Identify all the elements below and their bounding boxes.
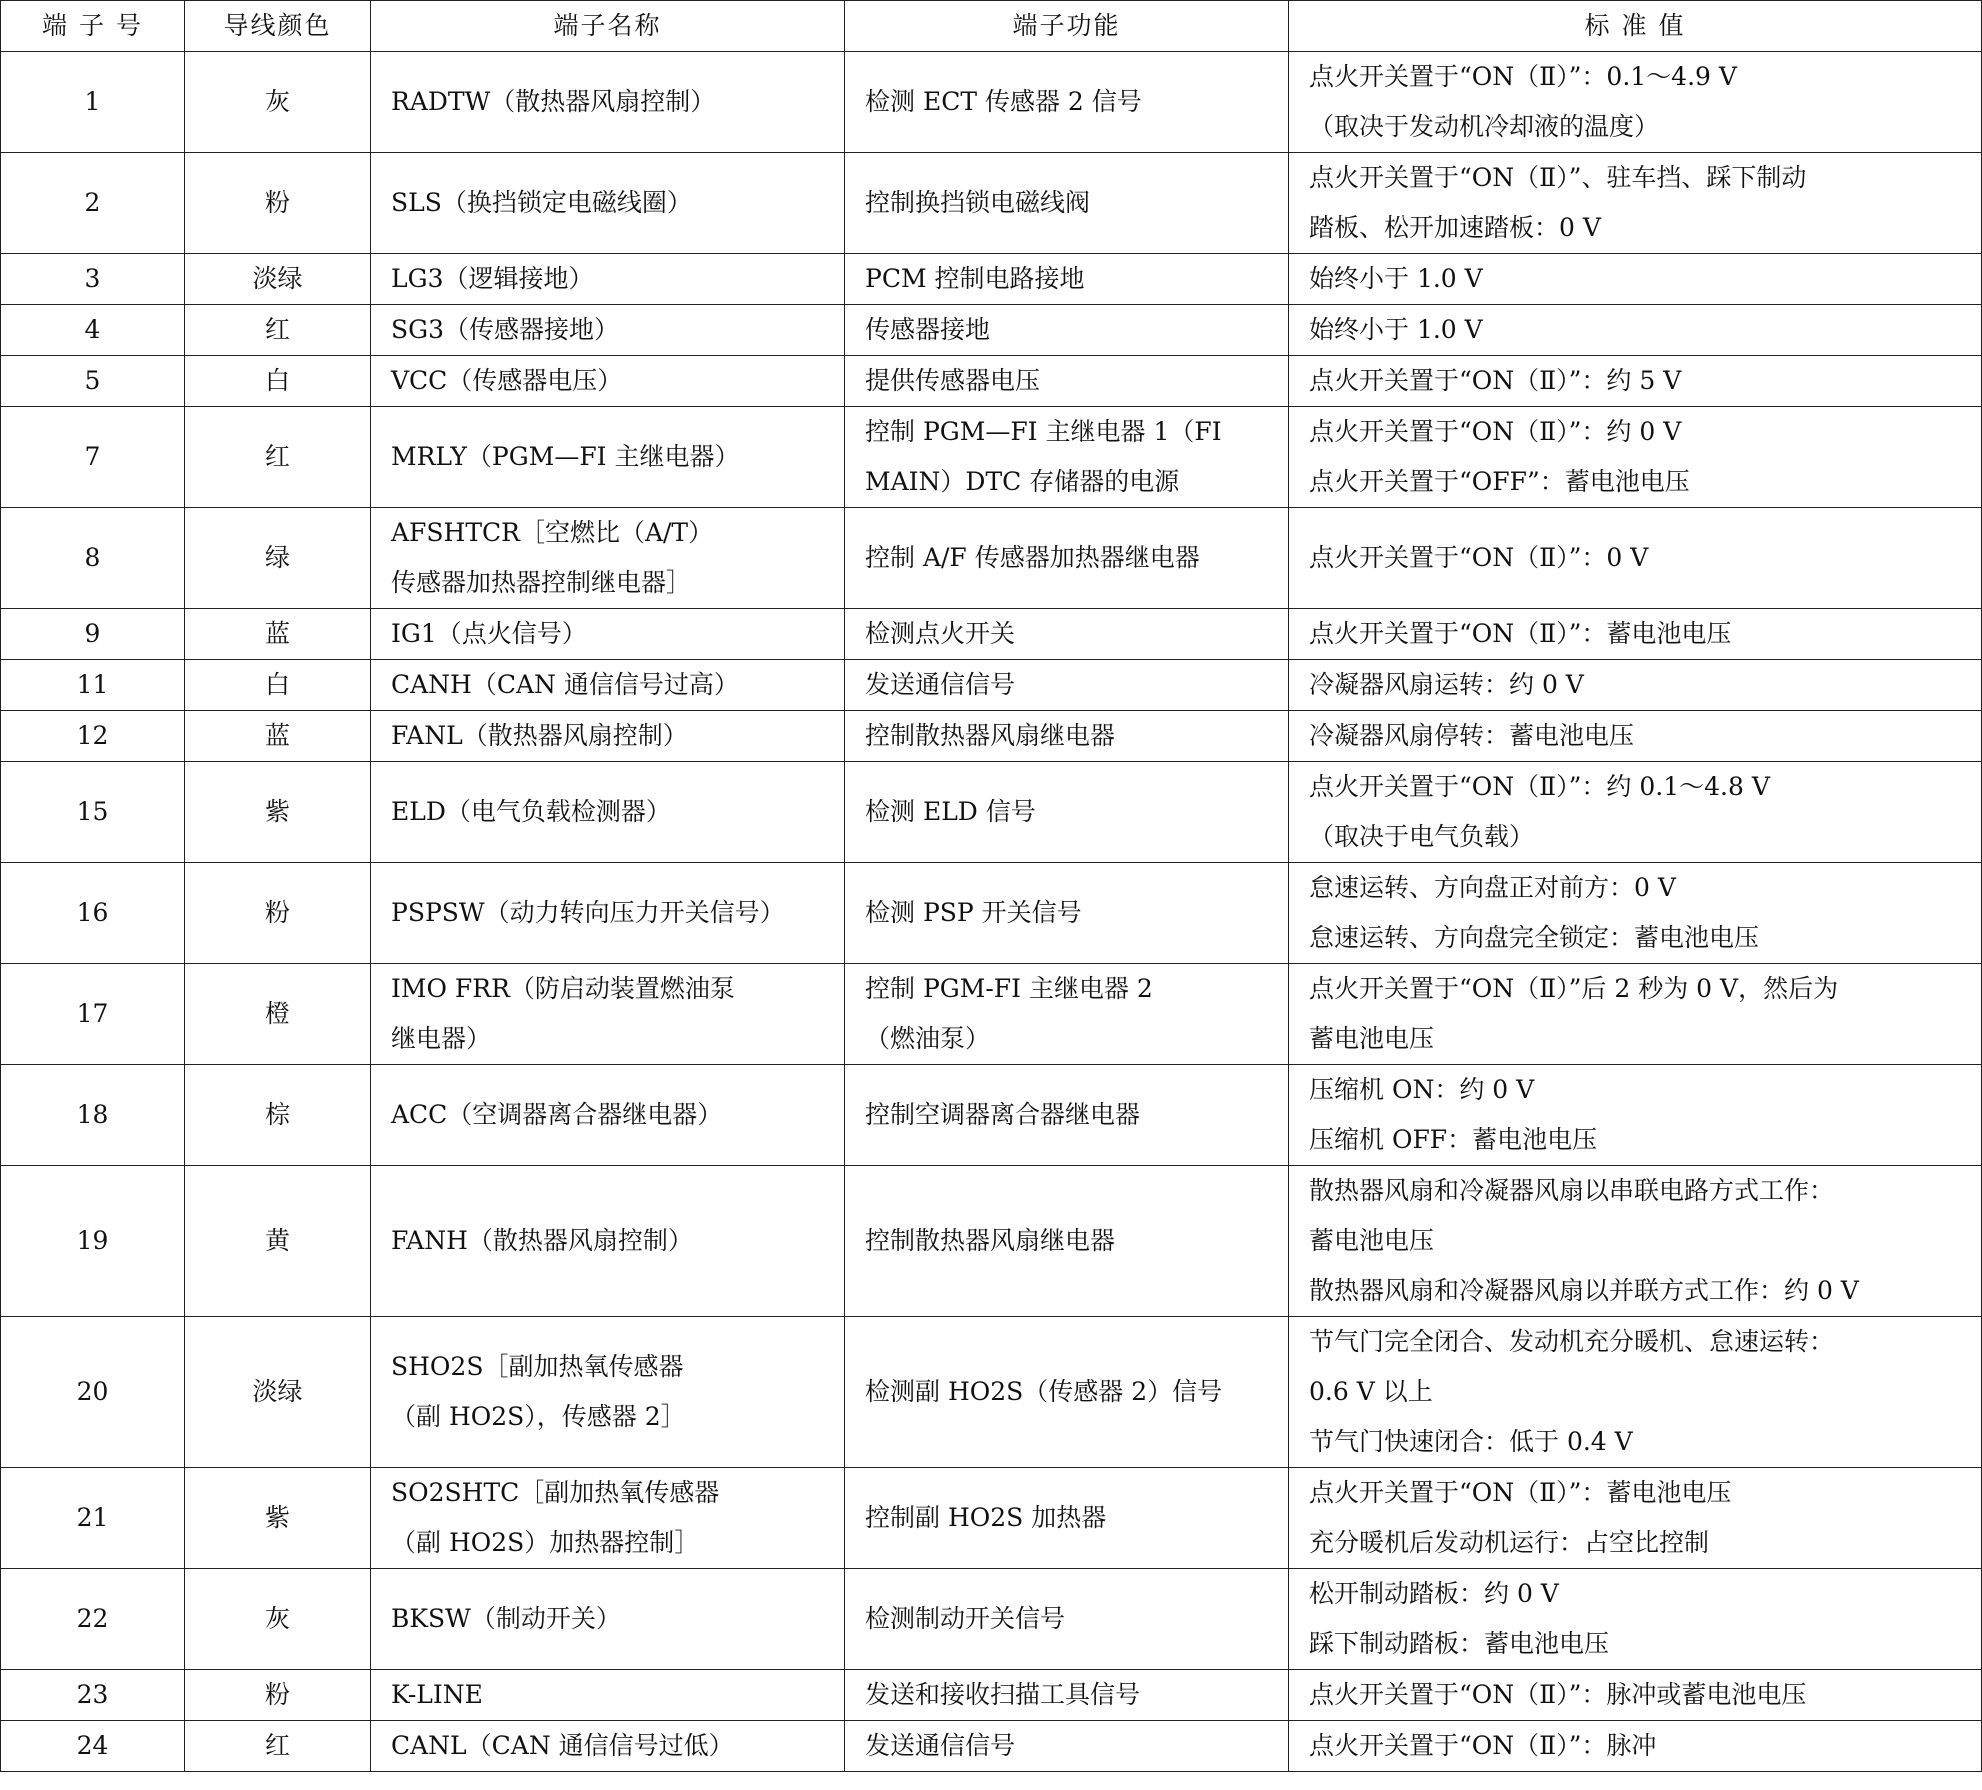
terminal-name-cell [371, 508, 845, 609]
cell-text-line: 控制 PGM-FI 主继电器 2 [865, 974, 1153, 1003]
terminal-name-cell [371, 52, 845, 153]
cell-text-line: 踏板、松开加速踏板：0 V [1309, 213, 1601, 242]
table-row [1, 964, 1982, 1065]
wire-color-cell: 白 [185, 356, 371, 407]
terminal-function-cell [845, 762, 1289, 863]
terminal-name-cell [371, 305, 845, 356]
wire-color-cell: 淡绿 [185, 1317, 371, 1468]
terminal-function-cell [845, 356, 1289, 407]
cell-text-line: 控制 A/F 传感器加热器继电器 [865, 543, 1200, 572]
cell-text-line: 传感器加热器控制继电器］ [391, 568, 692, 597]
terminal-function-cell [845, 1317, 1289, 1468]
terminal-number-cell: 9 [1, 609, 185, 660]
cell-text-line: 检测 ECT 传感器 2 信号 [865, 87, 1142, 116]
standard-value-cell [1289, 762, 1982, 863]
cell-text-line: 节气门快速闭合：低于 0.4 V [1309, 1427, 1633, 1456]
cell-text-line: AFSHTCR［空燃比（A/T） [391, 518, 714, 547]
wire-color-cell: 紫 [185, 762, 371, 863]
table-body [1, 52, 1982, 1772]
cell-text-line: （副 HO2S），传感器 2］ [391, 1402, 686, 1431]
terminal-number-cell: 5 [1, 356, 185, 407]
terminal-name-cell [371, 762, 845, 863]
wire-color-cell: 粉 [185, 1670, 371, 1721]
terminal-function-cell [845, 1468, 1289, 1569]
cell-text-line: 控制 PGM—FI 主继电器 1（FI [865, 417, 1222, 446]
wire-color-cell: 淡绿 [185, 254, 371, 305]
header-row [1, 1, 1982, 52]
standard-value-cell [1289, 52, 1982, 153]
terminal-name-cell [371, 153, 845, 254]
standard-value-cell [1289, 1721, 1982, 1772]
standard-value-cell [1289, 153, 1982, 254]
terminal-name-cell [371, 1569, 845, 1670]
standard-value-cell [1289, 609, 1982, 660]
cell-text-line: （取决于发动机冷却液的温度） [1309, 112, 1660, 141]
cell-text-line: 提供传感器电压 [865, 366, 1041, 395]
cell-text-line: MRLY（PGM—FI 主继电器） [391, 442, 740, 471]
terminal-number-cell: 16 [1, 863, 185, 964]
terminal-function-cell [845, 1670, 1289, 1721]
wire-color-cell: 黄 [185, 1166, 371, 1317]
cell-text-line: 发送和接收扫描工具信号 [865, 1680, 1141, 1709]
cell-text-line: 检测副 HO2S（传感器 2）信号 [865, 1377, 1223, 1406]
cell-text-line: 点火开关置于“ON（Ⅱ）”、驻车挡、踩下制动 [1309, 163, 1807, 192]
terminal-function-cell [845, 863, 1289, 964]
table-row [1, 1721, 1982, 1772]
cell-text-line: CANH（CAN 通信信号过高） [391, 670, 739, 699]
standard-value-cell [1289, 1166, 1982, 1317]
cell-text-line: FANL（散热器风扇控制） [391, 721, 688, 750]
wire-color-cell: 绿 [185, 508, 371, 609]
cell-text-line: 始终小于 1.0 V [1309, 264, 1483, 293]
cell-text-line: 松开制动踏板：约 0 V [1309, 1579, 1559, 1608]
standard-value-cell [1289, 508, 1982, 609]
table-row [1, 1065, 1982, 1166]
table-row [1, 254, 1982, 305]
cell-text-line: 点火开关置于“ON（Ⅱ）”：约 5 V [1309, 366, 1682, 395]
terminal-number-cell: 7 [1, 407, 185, 508]
cell-text-line: ELD（电气负载检测器） [391, 797, 671, 826]
table-row [1, 1670, 1982, 1721]
cell-text-line: PSPSW（动力转向压力开关信号） [391, 898, 785, 927]
cell-text-line: 检测 PSP 开关信号 [865, 898, 1082, 927]
wire-color-cell: 红 [185, 305, 371, 356]
header-terminal-name: 端子名称 [371, 1, 845, 52]
terminal-number-cell: 23 [1, 1670, 185, 1721]
wire-color-cell: 粉 [185, 153, 371, 254]
terminal-number-cell: 3 [1, 254, 185, 305]
cell-text-line: 控制散热器风扇继电器 [865, 1226, 1116, 1255]
wire-color-cell: 粉 [185, 863, 371, 964]
terminal-function-cell [845, 1569, 1289, 1670]
cell-text-line: 冷凝器风扇停转：蓄电池电压 [1309, 721, 1635, 750]
wire-color-cell: 红 [185, 407, 371, 508]
table-row [1, 762, 1982, 863]
cell-text-line: 压缩机 OFF：蓄电池电压 [1309, 1125, 1598, 1154]
terminal-name-cell [371, 660, 845, 711]
cell-text-line: 点火开关置于“ON（Ⅱ）”：蓄电池电压 [1309, 619, 1732, 648]
cell-text-line: 压缩机 ON：约 0 V [1309, 1075, 1535, 1104]
cell-text-line: IMO FRR（防启动装置燃油泵 [391, 974, 735, 1003]
terminal-number-cell: 22 [1, 1569, 185, 1670]
cell-text-line: 检测制动开关信号 [865, 1604, 1066, 1633]
cell-text-line: 控制副 HO2S 加热器 [865, 1503, 1107, 1532]
standard-value-cell [1289, 1468, 1982, 1569]
standard-value-cell [1289, 305, 1982, 356]
cell-text-line: 充分暖机后发动机运行：占空比控制 [1309, 1528, 1710, 1557]
standard-value-cell [1289, 407, 1982, 508]
terminal-name-cell [371, 356, 845, 407]
terminal-name-cell [371, 1065, 845, 1166]
terminal-function-cell [845, 1065, 1289, 1166]
terminal-number-cell: 18 [1, 1065, 185, 1166]
cell-text-line: ACC（空调器离合器继电器） [391, 1100, 723, 1129]
cell-text-line: （副 HO2S）加热器控制］ [391, 1528, 700, 1557]
terminal-name-cell [371, 863, 845, 964]
wire-color-cell: 白 [185, 660, 371, 711]
terminal-number-cell: 15 [1, 762, 185, 863]
cell-text-line: 发送通信信号 [865, 1731, 1016, 1760]
standard-value-cell [1289, 711, 1982, 762]
table-row [1, 153, 1982, 254]
wire-color-cell: 棕 [185, 1065, 371, 1166]
table-row [1, 1166, 1982, 1317]
cell-text-line: 0.6 V 以上 [1309, 1377, 1433, 1406]
cell-text-line: VCC（传感器电压） [391, 366, 623, 395]
wire-color-cell: 灰 [185, 1569, 371, 1670]
wire-color-cell: 蓝 [185, 711, 371, 762]
cell-text-line: 检测 ELD 信号 [865, 797, 1036, 826]
cell-text-line: 点火开关置于“ON（Ⅱ）”：0 V [1309, 543, 1649, 572]
header-terminal-function: 端子功能 [845, 1, 1289, 52]
terminal-name-cell [371, 254, 845, 305]
cell-text-line: （取决于电气负载） [1309, 822, 1535, 851]
cell-text-line: 散热器风扇和冷凝器风扇以串联电路方式工作： [1309, 1176, 1835, 1205]
cell-text-line: 点火开关置于“ON（Ⅱ）”：约 0.1～4.8 V [1309, 772, 1770, 801]
standard-value-cell [1289, 254, 1982, 305]
terminal-number-cell: 17 [1, 964, 185, 1065]
table-row [1, 609, 1982, 660]
terminal-number-cell: 24 [1, 1721, 185, 1772]
terminal-number-cell: 4 [1, 305, 185, 356]
terminal-function-cell [845, 964, 1289, 1065]
cell-text-line: IG1（点火信号） [391, 619, 587, 648]
terminal-name-cell [371, 407, 845, 508]
standard-value-cell [1289, 1317, 1982, 1468]
terminal-name-cell [371, 1670, 845, 1721]
wire-color-cell: 橙 [185, 964, 371, 1065]
terminal-function-cell [845, 609, 1289, 660]
terminal-function-cell [845, 508, 1289, 609]
cell-text-line: 继电器） [391, 1024, 492, 1053]
cell-text-line: 蓄电池电压 [1309, 1226, 1435, 1255]
table-row [1, 52, 1982, 153]
terminal-number-cell: 8 [1, 508, 185, 609]
cell-text-line: 控制散热器风扇继电器 [865, 721, 1116, 750]
cell-text-line: （燃油泵） [865, 1024, 991, 1053]
terminal-number-cell: 11 [1, 660, 185, 711]
terminal-function-cell [845, 1166, 1289, 1317]
table-row [1, 1317, 1982, 1468]
terminal-function-cell [845, 153, 1289, 254]
table-row [1, 407, 1982, 508]
cell-text-line: 怠速运转、方向盘完全锁定：蓄电池电压 [1309, 923, 1760, 952]
cell-text-line: 散热器风扇和冷凝器风扇以并联方式工作：约 0 V [1309, 1276, 1859, 1305]
terminal-function-cell [845, 711, 1289, 762]
terminal-name-cell [371, 1166, 845, 1317]
terminal-function-cell [845, 407, 1289, 508]
terminal-name-cell [371, 609, 845, 660]
cell-text-line: 点火开关置于“ON（Ⅱ）”后 2 秒为 0 V，然后为 [1309, 974, 1839, 1003]
terminal-name-cell [371, 711, 845, 762]
terminal-name-cell [371, 1317, 845, 1468]
cell-text-line: 冷凝器风扇运转：约 0 V [1309, 670, 1584, 699]
wire-color-cell: 蓝 [185, 609, 371, 660]
cell-text-line: 点火开关置于“ON（Ⅱ）”：约 0 V [1309, 417, 1682, 446]
terminal-number-cell: 21 [1, 1468, 185, 1569]
cell-text-line: BKSW（制动开关） [391, 1604, 621, 1633]
cell-text-line: 怠速运转、方向盘正对前方：0 V [1309, 873, 1676, 902]
cell-text-line: 始终小于 1.0 V [1309, 315, 1483, 344]
cell-text-line: SG3（传感器接地） [391, 315, 620, 344]
cell-text-line: 传感器接地 [865, 315, 991, 344]
cell-text-line: 点火开关置于“ON（Ⅱ）”：脉冲 [1309, 1731, 1657, 1760]
cell-text-line: SLS（换挡锁定电磁线圈） [391, 188, 692, 217]
header-wire-color: 导线颜色 [185, 1, 371, 52]
standard-value-cell [1289, 964, 1982, 1065]
standard-value-cell [1289, 1670, 1982, 1721]
table-row [1, 711, 1982, 762]
cell-text-line: 检测点火开关 [865, 619, 1016, 648]
cell-text-line: PCM 控制电路接地 [865, 264, 1085, 293]
terminal-function-cell [845, 660, 1289, 711]
cell-text-line: 点火开关置于“ON（Ⅱ）”：脉冲或蓄电池电压 [1309, 1680, 1807, 1709]
standard-value-cell [1289, 1065, 1982, 1166]
standard-value-cell [1289, 356, 1982, 407]
terminal-function-cell [845, 52, 1289, 153]
cell-text-line: 点火开关置于“ON（Ⅱ）”：蓄电池电压 [1309, 1478, 1732, 1507]
terminal-name-cell [371, 1468, 845, 1569]
terminal-number-cell: 19 [1, 1166, 185, 1317]
table-row [1, 508, 1982, 609]
header-standard-value: 标 准 值 [1289, 1, 1982, 52]
header-terminal-number: 端 子 号 [1, 1, 185, 52]
terminal-name-cell [371, 1721, 845, 1772]
cell-text-line: SHO2S［副加热氧传感器 [391, 1352, 684, 1381]
terminal-function-cell [845, 305, 1289, 356]
terminal-number-cell: 1 [1, 52, 185, 153]
cell-text-line: 控制换挡锁电磁线阀 [865, 188, 1091, 217]
table-row [1, 1569, 1982, 1670]
cell-text-line: LG3（逻辑接地） [391, 264, 594, 293]
cell-text-line: 点火开关置于“ON（Ⅱ）”：0.1～4.9 V [1309, 62, 1737, 91]
cell-text-line: 点火开关置于“OFF”：蓄电池电压 [1309, 467, 1690, 496]
table-row [1, 863, 1982, 964]
terminal-name-cell [371, 964, 845, 1065]
wire-color-cell: 灰 [185, 52, 371, 153]
table-row [1, 305, 1982, 356]
cell-text-line: RADTW（散热器风扇控制） [391, 87, 716, 116]
cell-text-line: CANL（CAN 通信信号过低） [391, 1731, 734, 1760]
cell-text-line: SO2SHTC［副加热氧传感器 [391, 1478, 720, 1507]
cell-text-line: 蓄电池电压 [1309, 1024, 1435, 1053]
standard-value-cell [1289, 1569, 1982, 1670]
terminal-number-cell: 20 [1, 1317, 185, 1468]
wire-color-cell: 红 [185, 1721, 371, 1772]
cell-text-line: 踩下制动踏板：蓄电池电压 [1309, 1629, 1610, 1658]
table-row [1, 660, 1982, 711]
terminal-number-cell: 12 [1, 711, 185, 762]
cell-text-line: 控制空调器离合器继电器 [865, 1100, 1141, 1129]
wire-color-cell: 紫 [185, 1468, 371, 1569]
standard-value-cell [1289, 660, 1982, 711]
cell-text-line: K-LINE [391, 1680, 483, 1709]
cell-text-line: 节气门完全闭合、发动机充分暖机、怠速运转： [1309, 1327, 1835, 1356]
standard-value-cell [1289, 863, 1982, 964]
terminal-number-cell: 2 [1, 153, 185, 254]
terminal-function-cell [845, 1721, 1289, 1772]
table-row [1, 1468, 1982, 1569]
cell-text-line: MAIN）DTC 存储器的电源 [865, 467, 1180, 496]
table-row [1, 356, 1982, 407]
terminal-function-cell [845, 254, 1289, 305]
cell-text-line: 发送通信信号 [865, 670, 1016, 699]
cell-text-line: FANH（散热器风扇控制） [391, 1226, 693, 1255]
